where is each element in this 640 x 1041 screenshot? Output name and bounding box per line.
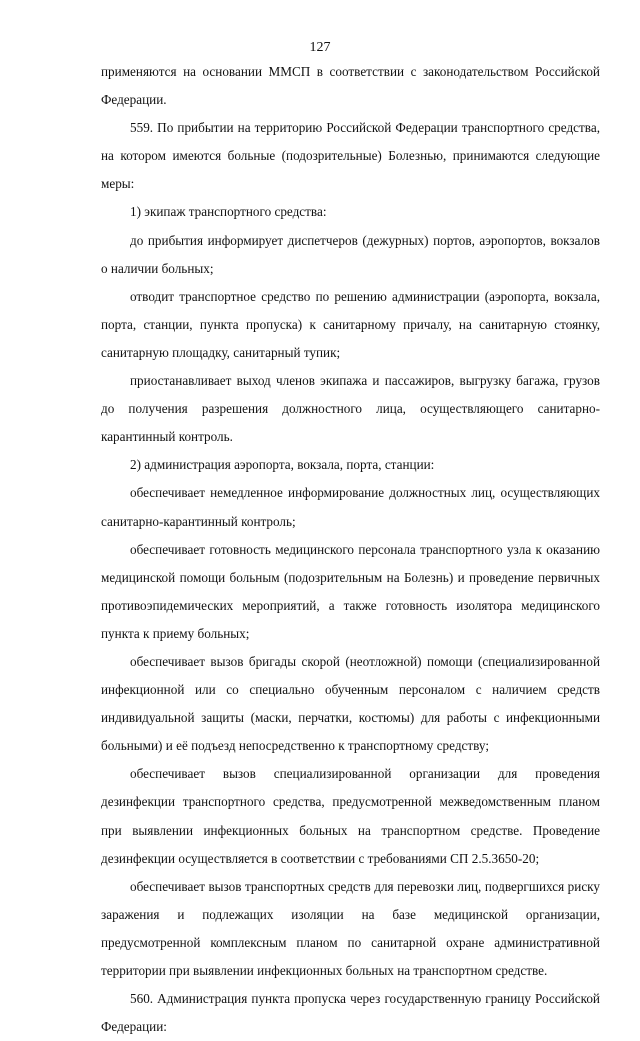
page-number: 127 <box>309 40 331 55</box>
paragraph-admin-notify: обеспечивает немедленное информирование должностных лиц, осуществляющих санитарно-карантинный контроль; <box>101 485 600 529</box>
paragraph-559: 559. По прибытии на территорию Российской Федерации транспортного средства, на котором имеются больные (подозрительные) Болезнью, принимаются следующие меры: <box>101 120 600 192</box>
paragraph-560: 560. Администрация пункта пропуска через государственную границу Российской Федерации: <box>101 991 600 1035</box>
paragraph-admin-transport: обеспечивает вызов транспортных средств для перевозки лиц, подвергшихся риску заражения и подлежащих изоляции на базе медицинской организации, предусмотренной комплексным планом по санитарной охране административной территории при выявлении инфекционных больных на транспортном средстве. <box>101 878 600 978</box>
paragraph-crew-suspend: приостанавливает выход членов экипажа и пассажиров, выгрузку багажа, грузов до получения разрешения должностного лица, осуществляющего санитарно-карантинный контроль. <box>101 373 600 445</box>
paragraph-admin-disinfection: обеспечивает вызов специализированной организации для проведения дезинфекции транспортного средства, предусмотренной межведомственным планом при выявлении инфекционных больных на транспортном средстве. Проведение дезинфекции осуществляется в соответствии с требованиями СП 2.5.3650-20; <box>101 766 600 866</box>
paragraph-crew-relocate: отводит транспортное средство по решению администрации (аэропорта, вокзала, порта, станции, пункта пропуска) к санитарному причалу, на санитарную стоянку, санитарную площадку, санитарный тупик; <box>101 288 600 360</box>
list-item-crew: 1) экипаж транспортного средства: <box>130 204 327 220</box>
paragraph-crew-inform: до прибытия информирует диспетчеров (дежурных) портов, аэропортов, вокзалов о наличии больных; <box>101 232 600 276</box>
list-item-administration: 2) администрация аэропорта, вокзала, порта, станции: <box>130 457 435 473</box>
document-body <box>101 58 600 1041</box>
paragraph-admin-medical-readiness: обеспечивает готовность медицинского персонала транспортного узла к оказанию медицинской помощи больным (подозрительным на Болезнь) и проведение первичных противоэпидемических мероприятий, а также готовность изолятора медицинского пункта к приему больных; <box>101 541 600 641</box>
paragraph-admin-ambulance: обеспечивает вызов бригады скорой (неотложной) помощи (специализированной инфекционной или со специально обученным персоналом с наличием средств индивидуальной защиты (маски, перчатки, костюмы) для работы с инфекционными больными) и её подъезд непосредственно к транспортному средству; <box>101 653 600 754</box>
paragraph-continuation: применяются на основании ММСП в соответствии с законодательством Российской Федерации. <box>101 64 600 108</box>
